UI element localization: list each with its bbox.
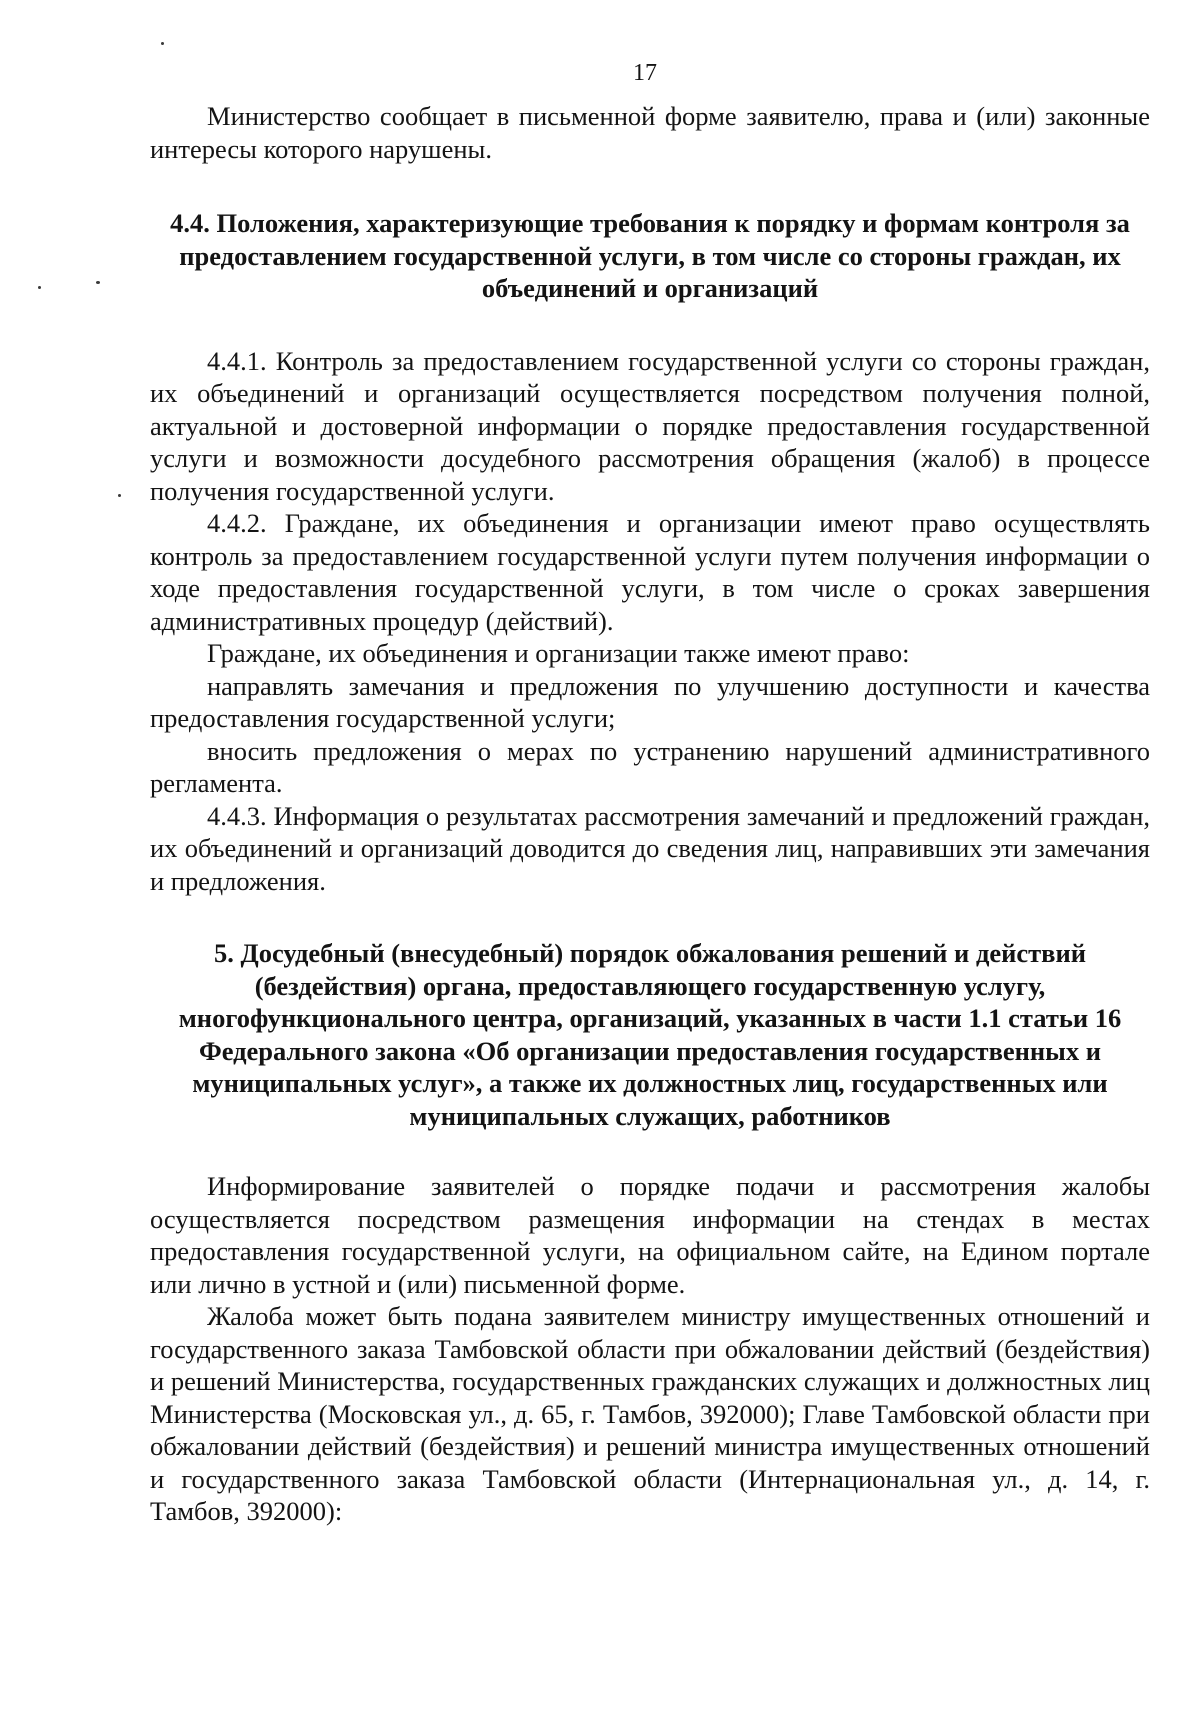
document-body <box>150 100 1150 1528</box>
page-number: 17 <box>633 60 657 86</box>
scan-speck <box>38 286 41 289</box>
paragraph-4-4-2: 4.4.2. Граждане, их объединения и организации имеют право осуществлять контроль за предоставлением государственной услуги путем получения информации о ходе предоставления государственной услуги, в том числе о сроках завершения административных процедур (действий). <box>150 508 1150 636</box>
scan-speck <box>161 42 164 45</box>
scan-speck <box>118 494 121 497</box>
paragraph-intro: Министерство сообщает в письменной форме заявителю, права и (или) законные интересы которого нарушены. <box>150 101 1150 164</box>
paragraph-4-4-3: 4.4.3. Информация о результатах рассмотрения замечаний и предложений граждан, их объединений и организаций доводится до сведения лиц, направивших эти замечания и предложения. <box>150 800 1150 896</box>
scan-speck <box>96 281 100 284</box>
section-heading-4-4: 4.4. Положения, характеризующие требования к порядку и формам контроля за предоставлением государственной услуги, в том числе со стороны граждан, их объединений и организаций <box>170 208 1130 303</box>
paragraph-right-proposals: вносить предложения о мерах по устранению нарушений административного регламента. <box>150 735 1150 798</box>
paragraph-right-remarks: направлять замечания и предложения по улучшению доступности и качества предоставления государственной услуги; <box>150 670 1150 733</box>
paragraph-5-complaint: Жалоба может быть подана заявителем министру имущественных отношений и государственного заказа Тамбовской области при обжаловании действий (бездействия) и решений Министерства, государственных гражданских служащих и должностных лиц Министерства (Московская ул., д. 65, г. Тамбов, 392000); Главе Тамбовской области при обжаловании действий (бездействия) и решений министра имущественных отношений и государственного заказа Тамбовской области (Интернациональная ул., д. 14, г. Тамбов, 392000): <box>150 1301 1150 1526</box>
paragraph-4-4-1: 4.4.1. Контроль за предоставлением государственной услуги со стороны граждан, их объединений и организаций осуществляется посредством получения полной, актуальной и достоверной информации о порядке предоставления государственной услуги и возможности досудебного рассмотрения обращения (жалоб) в процессе получения государственной услуги. <box>150 345 1150 506</box>
section-heading-5: 5. Досудебный (внесудебный) порядок обжалования решений и действий (бездействия) органа, предоставляющего государственную услугу, многофункционального центра, организаций, указанных в части 1.1 статьи 16 Федерального закона «Об организации предоставления государственных и муниципальных услуг», а также их должностных лиц, государственных или муниципальных служащих, работников <box>178 938 1122 1131</box>
paragraph-5-informing: Информирование заявителей о порядке подачи и рассмотрения жалобы осуществляется посредством размещения информации на стендах в местах предоставления государственной услуги, на официальном сайте, на Едином портале или лично в устной и (или) письменной форме. <box>150 1171 1150 1299</box>
paragraph-rights-intro: Граждане, их объединения и организации также имеют право: <box>207 638 910 668</box>
